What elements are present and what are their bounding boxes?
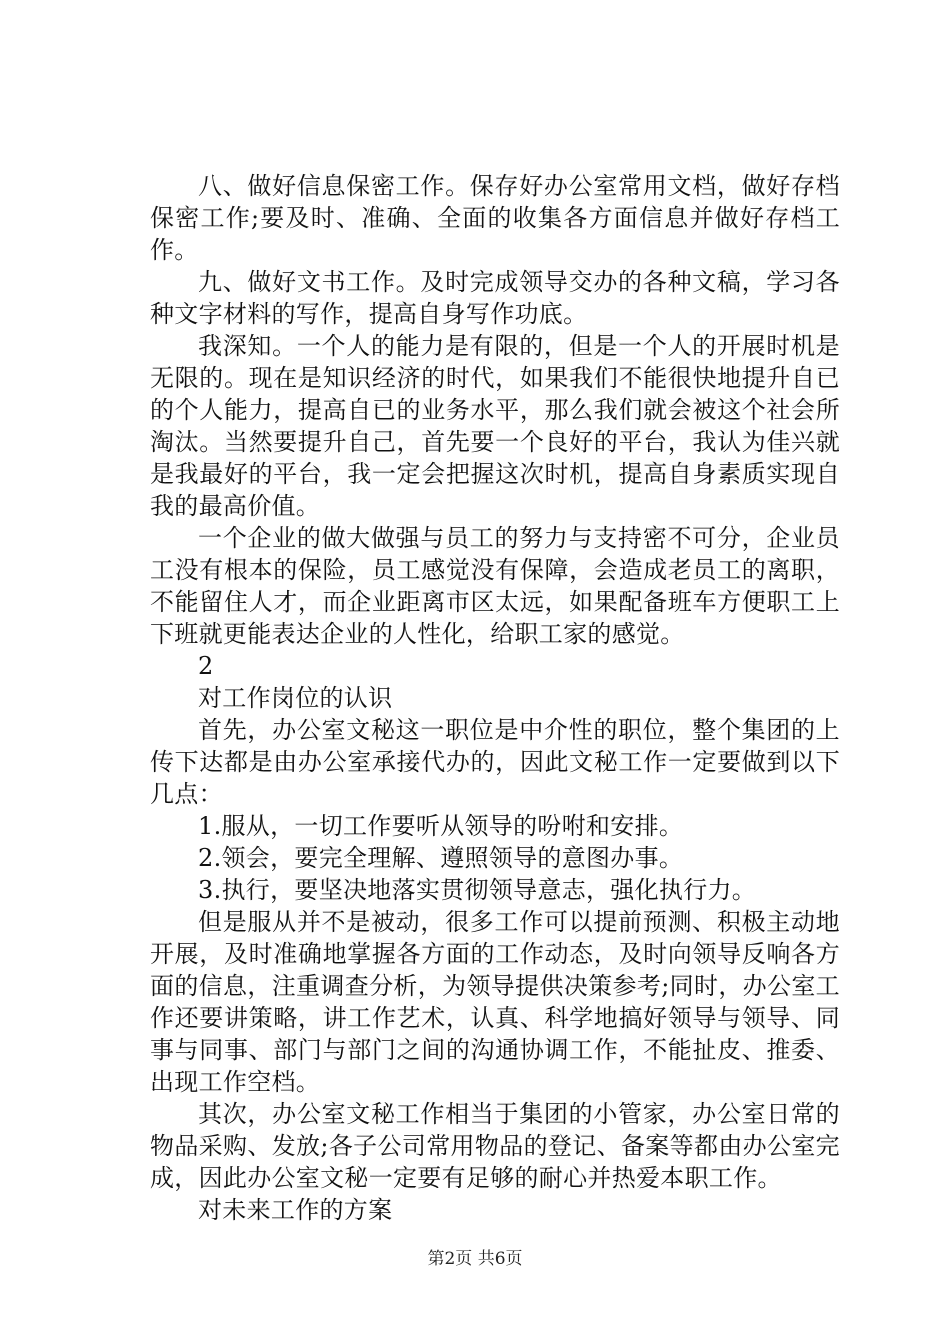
paragraph-first: 首先，办公室文秘这一职位是中介性的职位，整个集团的上传下达都是由办公室承接代办的，因此文秘工作一定要做到以下几点： [150, 716, 840, 808]
list-item-obey: 1.服从，一切工作要听从领导的吩咐和安排。 [198, 812, 684, 840]
paragraph-self-awareness: 我深知。一个人的能力是有限的，但是一个人的开展时机是无限的。现在是知识经济的时代，如果我们不能很快地提升自已的个人能力，提高自已的业务水平，那么我们就会被这个社会所淘汰。当然要提升自己，首先要一个良好的平台，我认为佳兴就是我最好的平台，我一定会把握这次时机，提高自身素质实现自我的最高价值。 [150, 332, 840, 520]
paragraph-proactive: 但是服从并不是被动，很多工作可以提前预测、积极主动地开展，及时准确地掌握各方面的工作动态，及时向领导反响各方面的信息，注重调查分析，为领导提供决策参考;同时，办公室工作还要讲策略，讲工作艺术，认真、科学地搞好领导与领导、同事与同事、部门与部门之间的沟通协调工作，不能扯皮、推委、出现工作空档。 [150, 908, 840, 1096]
document-body [150, 170, 840, 1226]
list-item-execute: 3.执行，要坚决地落实贯彻领导意志，强化执行力。 [198, 876, 757, 904]
paragraph-second: 其次，办公室文秘工作相当于集团的小管家，办公室日常的物品采购、发放;各子公司常用物品的登记、备案等都由办公室完成，因此办公室文秘一定要有足够的耐心并热爱本职工作。 [150, 1100, 840, 1192]
section-heading-job-understanding: 对工作岗位的认识 [198, 684, 393, 712]
section-heading-future-plan: 对未来工作的方案 [198, 1196, 393, 1224]
paragraph-item-8: 八、做好信息保密工作。保存好办公室常用文档，做好存档保密工作;要及时、准确、全面的收集各方面信息并做好存档工作。 [150, 172, 840, 264]
page-number-footer: 第2页 共6页 [427, 1249, 523, 1269]
section-number: 2 [198, 652, 214, 680]
paragraph-company-suggestion: 一个企业的做大做强与员工的努力与支持密不可分，企业员工没有根本的保险，员工感觉没有保障，会造成老员工的离职，不能留住人才，而企业距离市区太远，如果配备班车方便职工上下班就更能表达企业的人性化，给职工家的感觉。 [150, 524, 840, 648]
list-item-understand: 2.领会，要完全理解、遵照领导的意图办事。 [198, 844, 684, 872]
paragraph-item-9: 九、做好文书工作。及时完成领导交办的各种文稿，学习各种文字材料的写作，提高自身写作功底。 [150, 268, 840, 328]
